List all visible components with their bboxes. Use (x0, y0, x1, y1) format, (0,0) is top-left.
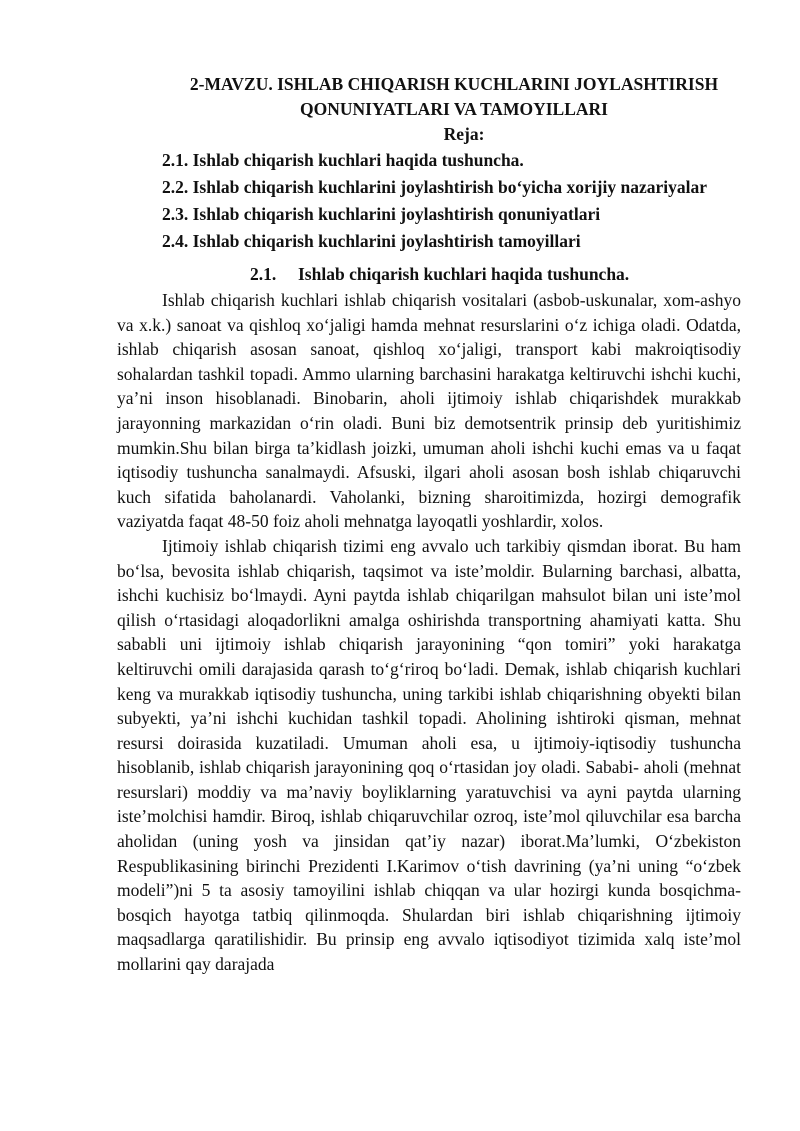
section-number: 2.1. (250, 264, 277, 284)
section-title: Ishlab chiqarish kuchlari haqida tushuncha. (298, 264, 630, 284)
paragraph-1: Ishlab chiqarish kuchlari ishlab chiqarish vositalari (asbob-uskunalar, xom-ashyo va x.k.) sanoat va qishloq xo‘jaligi hamda mehnat resurslarini o‘z ichiga oladi. Odatda, ishlab chiqarish asosan sanoat, qishloq xo‘jaligi, transport kabi makroiqtisodiy sohalardan tashkil topadi. Ammo ularning barchasini harakatga keltiruvchi ishchi kuchi, ya’ni inson hisoblanadi. Binobarin, aholi ijtimoiy ishlab chiqarishdek murakkab jarayonning markazidan o‘rin oladi. Buni biz demotsentrik prinsip deb yuritishimiz mumkin.Shu bilan birga ta’kidlash joizki, umuman aholi ishchi kuchi emas va u faqat iqtisodiy tushuncha sanalmaydi. Afsuski, ilgari aholi asosan bosh ishlab chiqaruvchi kuch sifatida baholanardi. Vaholanki, bizning sharoitimizda, hozirgi demografik vaziyatda faqat 48-50 foiz aholi mehnatga layoqatli yoshlardir, xolos. (117, 290, 741, 532)
document-page (117, 72, 741, 977)
plan-heading: Reja: (443, 124, 485, 144)
plan-item-2-3: 2.3. Ishlab chiqarish kuchlarini joylashtirish qonuniyatlari (162, 204, 601, 224)
plan-item-2-2: 2.2. Ishlab chiqarish kuchlarini joylashtirish bo‘yicha xorijiy nazariyalar (162, 177, 707, 197)
plan-item-2-4: 2.4. Ishlab chiqarish kuchlarini joylashtirish tamoyillari (162, 231, 581, 251)
document-title (117, 72, 741, 122)
paragraph-2: Ijtimoiy ishlab chiqarish tizimi eng avvalo uch tarkibiy qismdan iborat. Bu ham bo‘lsa, bevosita ishlab chiqarish, taqsimot va iste’moldir. Bularning barchasi, albatta, ishchi kuchisiz bo‘lmaydi. Ayni paytda ishlab chiqarilgan mahsulot bilan uni iste’mol qilish o‘rtasidagi aloqadorlikni amalga oshirishda transportning ahamiyati katta. Shu sababli uni ijtimoiy ishlab chiqarish jarayonining “qon tomiri” yoki harakatga keltiruvchi omili darajasida qarash to‘g‘riroq bo‘ladi. Demak, ishlab chiqarish kuchlari keng va murakkab iqtisodiy tushuncha, uning tarkibi ishlab chiqarishning obyekti bilan subyekti, ya’ni ishchi kuchidan tashkil topadi. Aholining ishtiroki qisman, mehnat resursi doirasida kuzatiladi. Umuman aholi esa, u ijtimoiy-iqtisodiy tushuncha hisoblanib, ishlab chiqarish jarayonining qoq o‘rtasidan joy oladi. Sababi- aholi (mehnat resurslari) moddiy va ma’naviy boyliklarning yaratuvchisi va ayni paytda ularning iste’molchisi hamdir. Biroq, ishlab chiqaruvchilar ozroq, iste’mol qiluvchilar esa barcha aholidan (uning yosh va jinsidan qat’iy nazar) iborat.Ma’lumki, O‘zbekiston Respublikasining birinchi Prezidenti I.Karimov o‘tish davrining (ya’ni uning “o‘zbek modeli”)ni 5 ta asosiy tamoyilini ishlab chiqqan va ular hozirgi kunda bosqichma-bosqich hayotga tatbiq qilinmoqda. Shulardan biri ishlab chiqarishning ijtimoiy maqsadlarga qaratilishidir. Bu prinsip eng avvalo iqtisodiyot tizimida xalq iste’mol mollarini qay darajada (117, 535, 741, 975)
title-line-2: QONUNIYATLARI VA TAMOYILLARI (300, 99, 608, 119)
plan-list (117, 147, 741, 255)
plan-item-2-1: 2.1. Ishlab chiqarish kuchlari haqida tushuncha. (162, 150, 524, 170)
title-line-1: 2-MAVZU. ISHLAB CHIQARISH KUCHLARINI JOYLASHTIRISH (189, 74, 719, 94)
section-heading (117, 261, 741, 288)
